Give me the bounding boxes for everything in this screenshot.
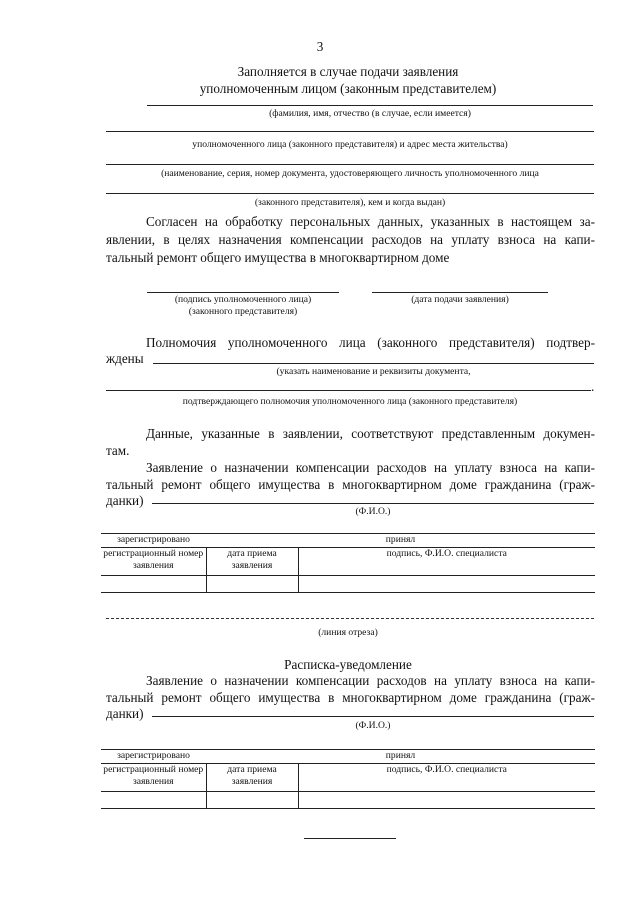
consent-line1: Согласен на обработку персональных данных, указанных в настоящем за- (146, 214, 595, 229)
receipt-line3: данки) (106, 706, 144, 721)
consent-line2: явлении, в целях назначения компенсации расходов на уплату взноса на капи- (106, 232, 595, 247)
reg-date-label: дата приема заявления (227, 547, 277, 571)
reg-accepted-label: принял (385, 534, 416, 545)
date-line[interactable] (372, 292, 548, 293)
reg-number-label: регистрационный номер заявления (103, 547, 204, 571)
cut-label: (линия отреза) (318, 627, 378, 638)
statement-line2: тальный ремонт общего имущества в многоквартирном доме гражданина (граж- (106, 477, 595, 492)
address-field-line[interactable] (106, 131, 594, 132)
reg-registered-label: зарегистрировано (117, 534, 190, 545)
receipt-number-cell (101, 763, 206, 791)
date-label: (дата подачи заявления) (411, 294, 509, 305)
authority-end-mark: . (591, 379, 595, 394)
receipt-line2: тальный ремонт общего имущества в многоквартирном доме гражданина (граж- (106, 690, 595, 705)
receipt-date-value[interactable] (206, 791, 298, 808)
reg-number-cell (101, 547, 206, 575)
receipt-specialist-value[interactable] (298, 791, 595, 808)
authority-hint1: (указать наименование и реквизиты документа, (276, 366, 471, 377)
fio-field-line[interactable] (147, 105, 593, 106)
receipt-registered-label: зарегистрировано (117, 750, 190, 761)
header-line2: уполномоченным лицом (законным представителем) (199, 81, 497, 96)
registration-table (101, 534, 595, 593)
receipt-date-cell (206, 763, 298, 791)
receipt-accepted-label: принял (385, 750, 416, 761)
authority-document-line[interactable] (153, 363, 594, 364)
reg-specialist-cell (298, 547, 595, 575)
document-field-line[interactable] (106, 164, 594, 165)
reg-accepted-cell (206, 534, 595, 547)
reg-specialist-value[interactable] (298, 575, 595, 592)
reg-date-cell (206, 547, 298, 575)
reg-registered-cell (101, 534, 206, 547)
header-line1: Заполняется в случае подачи заявления (237, 64, 459, 79)
consent-line3: тальный ремонт общего имущества в многоквартирном доме (106, 250, 450, 265)
authority-document-line2[interactable] (106, 390, 591, 391)
receipt-number-label: регистрационный номер заявления (103, 763, 204, 787)
receipt-registered-cell (101, 750, 206, 763)
issued-field-line[interactable] (106, 193, 594, 194)
receipt-specialist-label: подпись, Ф.И.О. специалиста (386, 763, 507, 775)
receipt-line1: Заявление о назначении компенсации расходов на уплату взноса на капи- (146, 673, 595, 688)
footer-separator (304, 838, 396, 839)
signature-line[interactable] (147, 292, 339, 293)
authority-line1: Полномочия уполномоченного лица (законного представителя) подтвер- (146, 335, 595, 350)
receipt-registration-table (101, 750, 595, 809)
statement-fio-label: (Ф.И.О.) (355, 506, 391, 517)
signature-label2: (законного представителя) (188, 306, 298, 317)
page-number: 3 (316, 39, 324, 54)
statement-line3: данки) (106, 493, 144, 508)
authority-line2: ждены (106, 351, 144, 366)
confirmation-line2: там. (106, 443, 130, 458)
receipt-fio-label: (Ф.И.О.) (355, 720, 391, 731)
document-field-hint: (наименование, серия, номер документа, удостоверяющего личность уполномоченного лица (161, 168, 539, 179)
reg-date-value[interactable] (206, 575, 298, 592)
cut-line (106, 618, 594, 619)
reg-specialist-label: подпись, Ф.И.О. специалиста (386, 547, 507, 559)
receipt-title: Расписка-уведомление (284, 657, 412, 672)
statement-fio-line[interactable] (152, 503, 594, 504)
receipt-date-label: дата приема заявления (227, 763, 277, 787)
receipt-specialist-cell (298, 763, 595, 791)
issued-field-hint: (законного представителя), кем и когда выдан) (254, 197, 446, 208)
receipt-fio-line[interactable] (152, 716, 594, 717)
authority-hint2: подтверждающего полномочия уполномоченного лица (законного представителя) (182, 396, 518, 407)
receipt-accepted-cell (206, 750, 595, 763)
confirmation-line1: Данные, указанные в заявлении, соответствуют представленным докумен- (146, 426, 595, 441)
receipt-number-value[interactable] (101, 791, 206, 808)
address-field-hint: уполномоченного лица (законного представителя) и адрес места жительства) (192, 139, 508, 150)
signature-label1: (подпись уполномоченного лица) (174, 294, 312, 305)
statement-line1: Заявление о назначении компенсации расходов на уплату взноса на капи- (146, 460, 595, 475)
reg-number-value[interactable] (101, 575, 206, 592)
fio-field-hint: (фамилия, имя, отчество (в случае, если имеется) (269, 108, 471, 119)
